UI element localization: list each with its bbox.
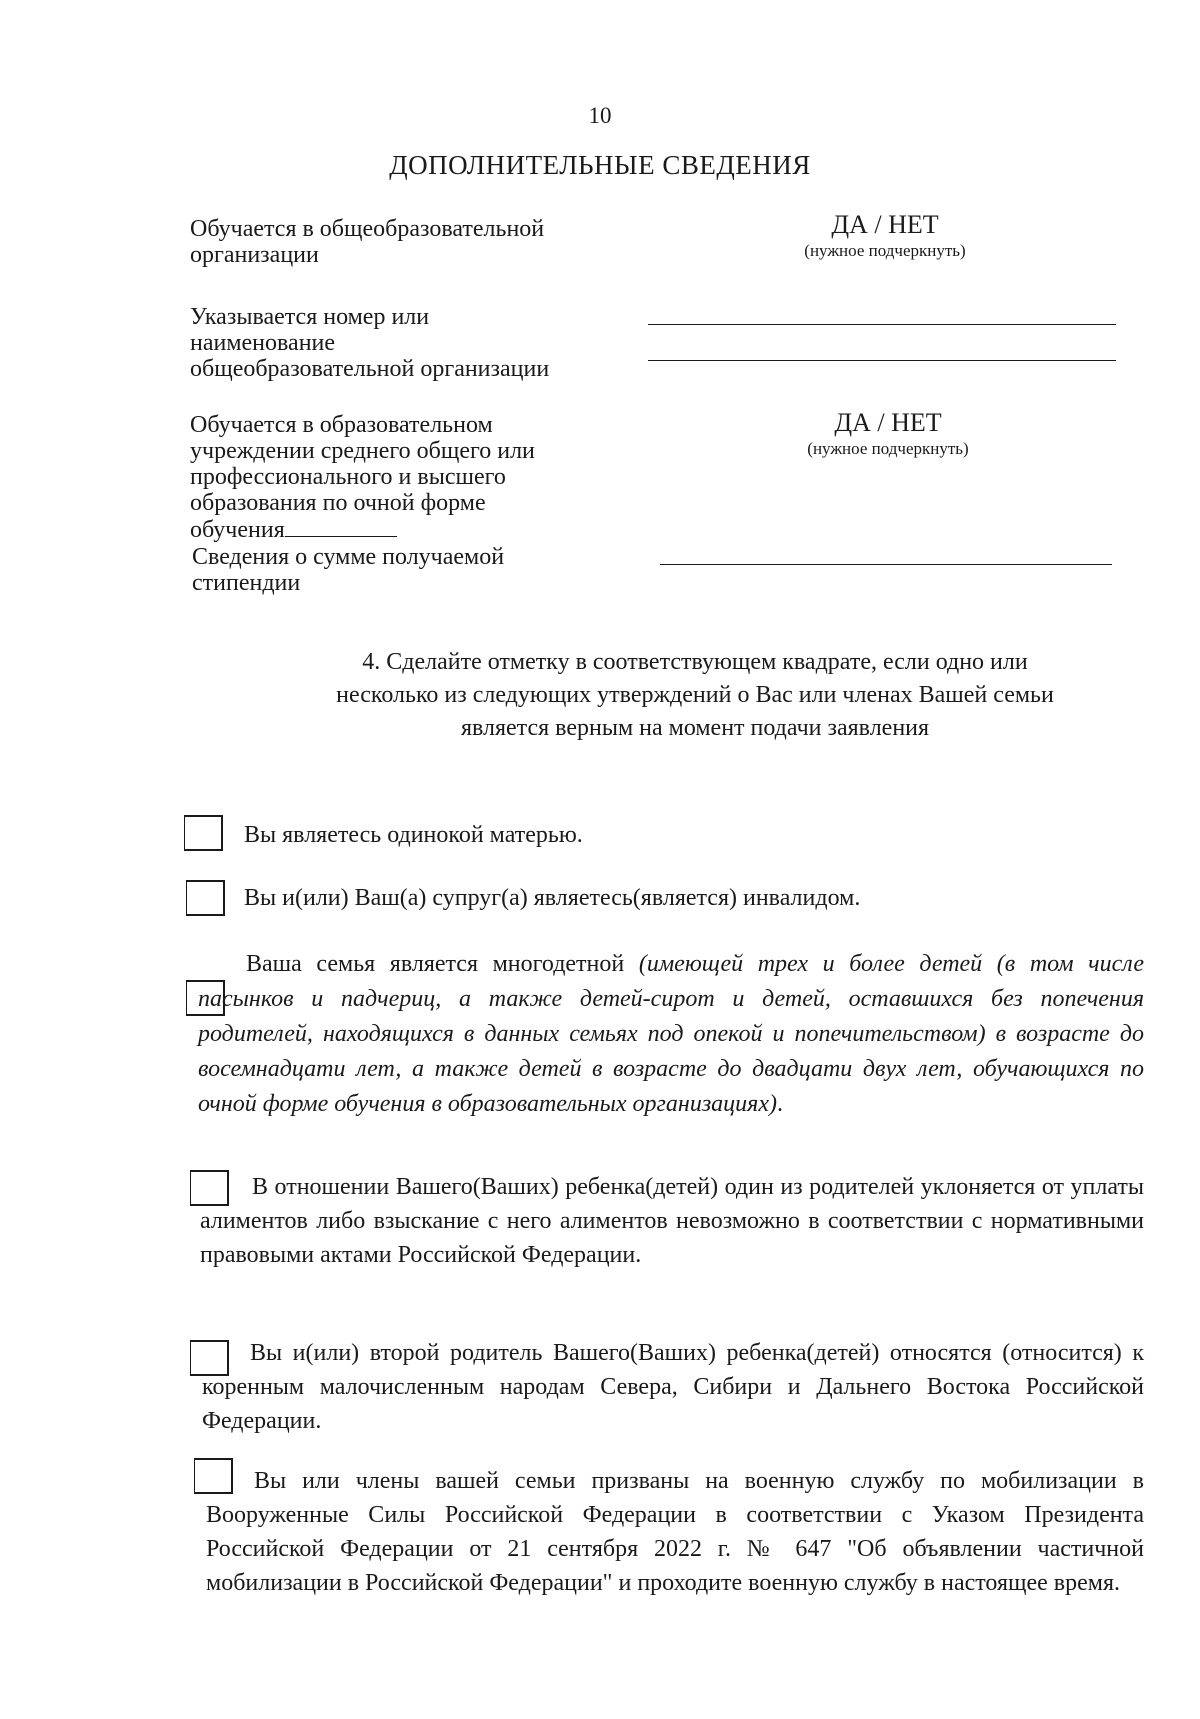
school-name-field-line1[interactable]: [648, 324, 1116, 325]
disability-checkbox[interactable]: [186, 880, 225, 916]
higher-education-yes-no[interactable]: ДА / НЕТ: [834, 408, 942, 437]
single-mother-checkbox[interactable]: [184, 815, 223, 851]
school-name-label-line2: наименование: [190, 330, 336, 356]
stipend-field-line[interactable]: [660, 564, 1112, 565]
stipend-label-line1: Сведения о сумме получаемой: [192, 544, 505, 570]
school-name-label-line1: Указывается номер или: [190, 304, 430, 330]
disability-text: Вы и(или) Ваш(а) супруг(а) являетесь(является) инвалидом.: [244, 885, 861, 911]
large-family-text-end: .: [776, 1091, 783, 1117]
school-name-field-line2[interactable]: [648, 360, 1116, 361]
general-school-label-line1: Обучается в общеобразовательной: [190, 216, 545, 242]
school-name-label: [190, 304, 549, 382]
mobilization-text: [206, 1464, 1144, 1600]
instruction: [260, 646, 1130, 745]
mobilization-text-content: Вы или члены вашей семьи призваны на военную службу по мобилизации в Вооруженные Силы Российской Федерации в соответствии с Указом Президента Российской Федерации от 21 сентября 2022 г. № 647 "Об объявлении частичной мобилизации в Российской Федерации" и проходите военную службу в настоящее время.: [206, 1468, 1144, 1596]
section-title: ДОПОЛНИТЕЛЬНЫЕ СВЕДЕНИЯ: [389, 150, 811, 180]
higher-education-label-line5: обучения: [190, 517, 285, 543]
large-family-text-italic: (имеющей трех и более детей (в том числе пасынков и падчериц, а также детей-сирот и детей, оставшихся без попечения родителей, находящихся в данных семьях под опекой и попечительством) в возрасте до восемнадцати лет, а также детей в возрасте до двадцати двух лет, обучающихся по очной форме обучения в образовательных организациях): [198, 951, 1144, 1117]
school-name-label-line3: общеобразовательной организации: [190, 356, 550, 382]
general-school-answer[interactable]: [735, 210, 1035, 262]
alimony-text-content: В отношении Вашего(Ваших) ребенка(детей) один из родителей уклоняется от уплаты алиментов либо взыскание с него алиментов невозможно в соответствии с нормативными правовыми актами Российской Федерации.: [200, 1174, 1144, 1268]
general-school-yes-no[interactable]: ДА / НЕТ: [831, 210, 939, 239]
large-family-text-plain: Ваша семья является многодетной: [246, 951, 639, 977]
indigenous-text-content: Вы и(или) второй родитель Вашего(Ваших) ребенка(детей) относятся (относится) к коренным малочисленным народам Севера, Сибири и Дальнего Востока Российской Федерации.: [202, 1340, 1144, 1434]
alimony-text: [200, 1170, 1144, 1272]
higher-education-label-line3: профессионального и высшего: [190, 464, 506, 490]
higher-education-inline-blank[interactable]: [285, 516, 397, 537]
higher-education-label-line5-wrap: [190, 516, 535, 543]
higher-education-label-line1: Обучается в образовательном: [190, 412, 493, 438]
instruction-line1: 4. Сделайте отметку в соответствующем квадрате, если одно или: [362, 649, 1028, 675]
instruction-line2: несколько из следующих утверждений о Вас или членах Вашей семьи: [336, 682, 1054, 708]
instruction-line3: является верным на момент подачи заявления: [460, 715, 930, 741]
general-school-label: [190, 216, 544, 268]
page-number: 10: [588, 103, 612, 128]
general-school-hint: (нужное подчеркнуть): [804, 241, 966, 260]
large-family-text: [198, 947, 1144, 1122]
general-school-label-line2: организации: [190, 242, 319, 268]
higher-education-answer[interactable]: [738, 408, 1038, 460]
stipend-label-line2: стипендии: [192, 570, 301, 596]
indigenous-text: [202, 1336, 1144, 1438]
stipend-label: [192, 544, 504, 596]
higher-education-hint: (нужное подчеркнуть): [807, 439, 969, 458]
higher-education-label: [190, 412, 535, 543]
single-mother-text: Вы являетесь одинокой матерью.: [244, 822, 583, 848]
higher-education-label-line2: учреждении среднего общего или: [190, 438, 535, 464]
higher-education-label-line4: образования по очной форме: [190, 490, 486, 516]
